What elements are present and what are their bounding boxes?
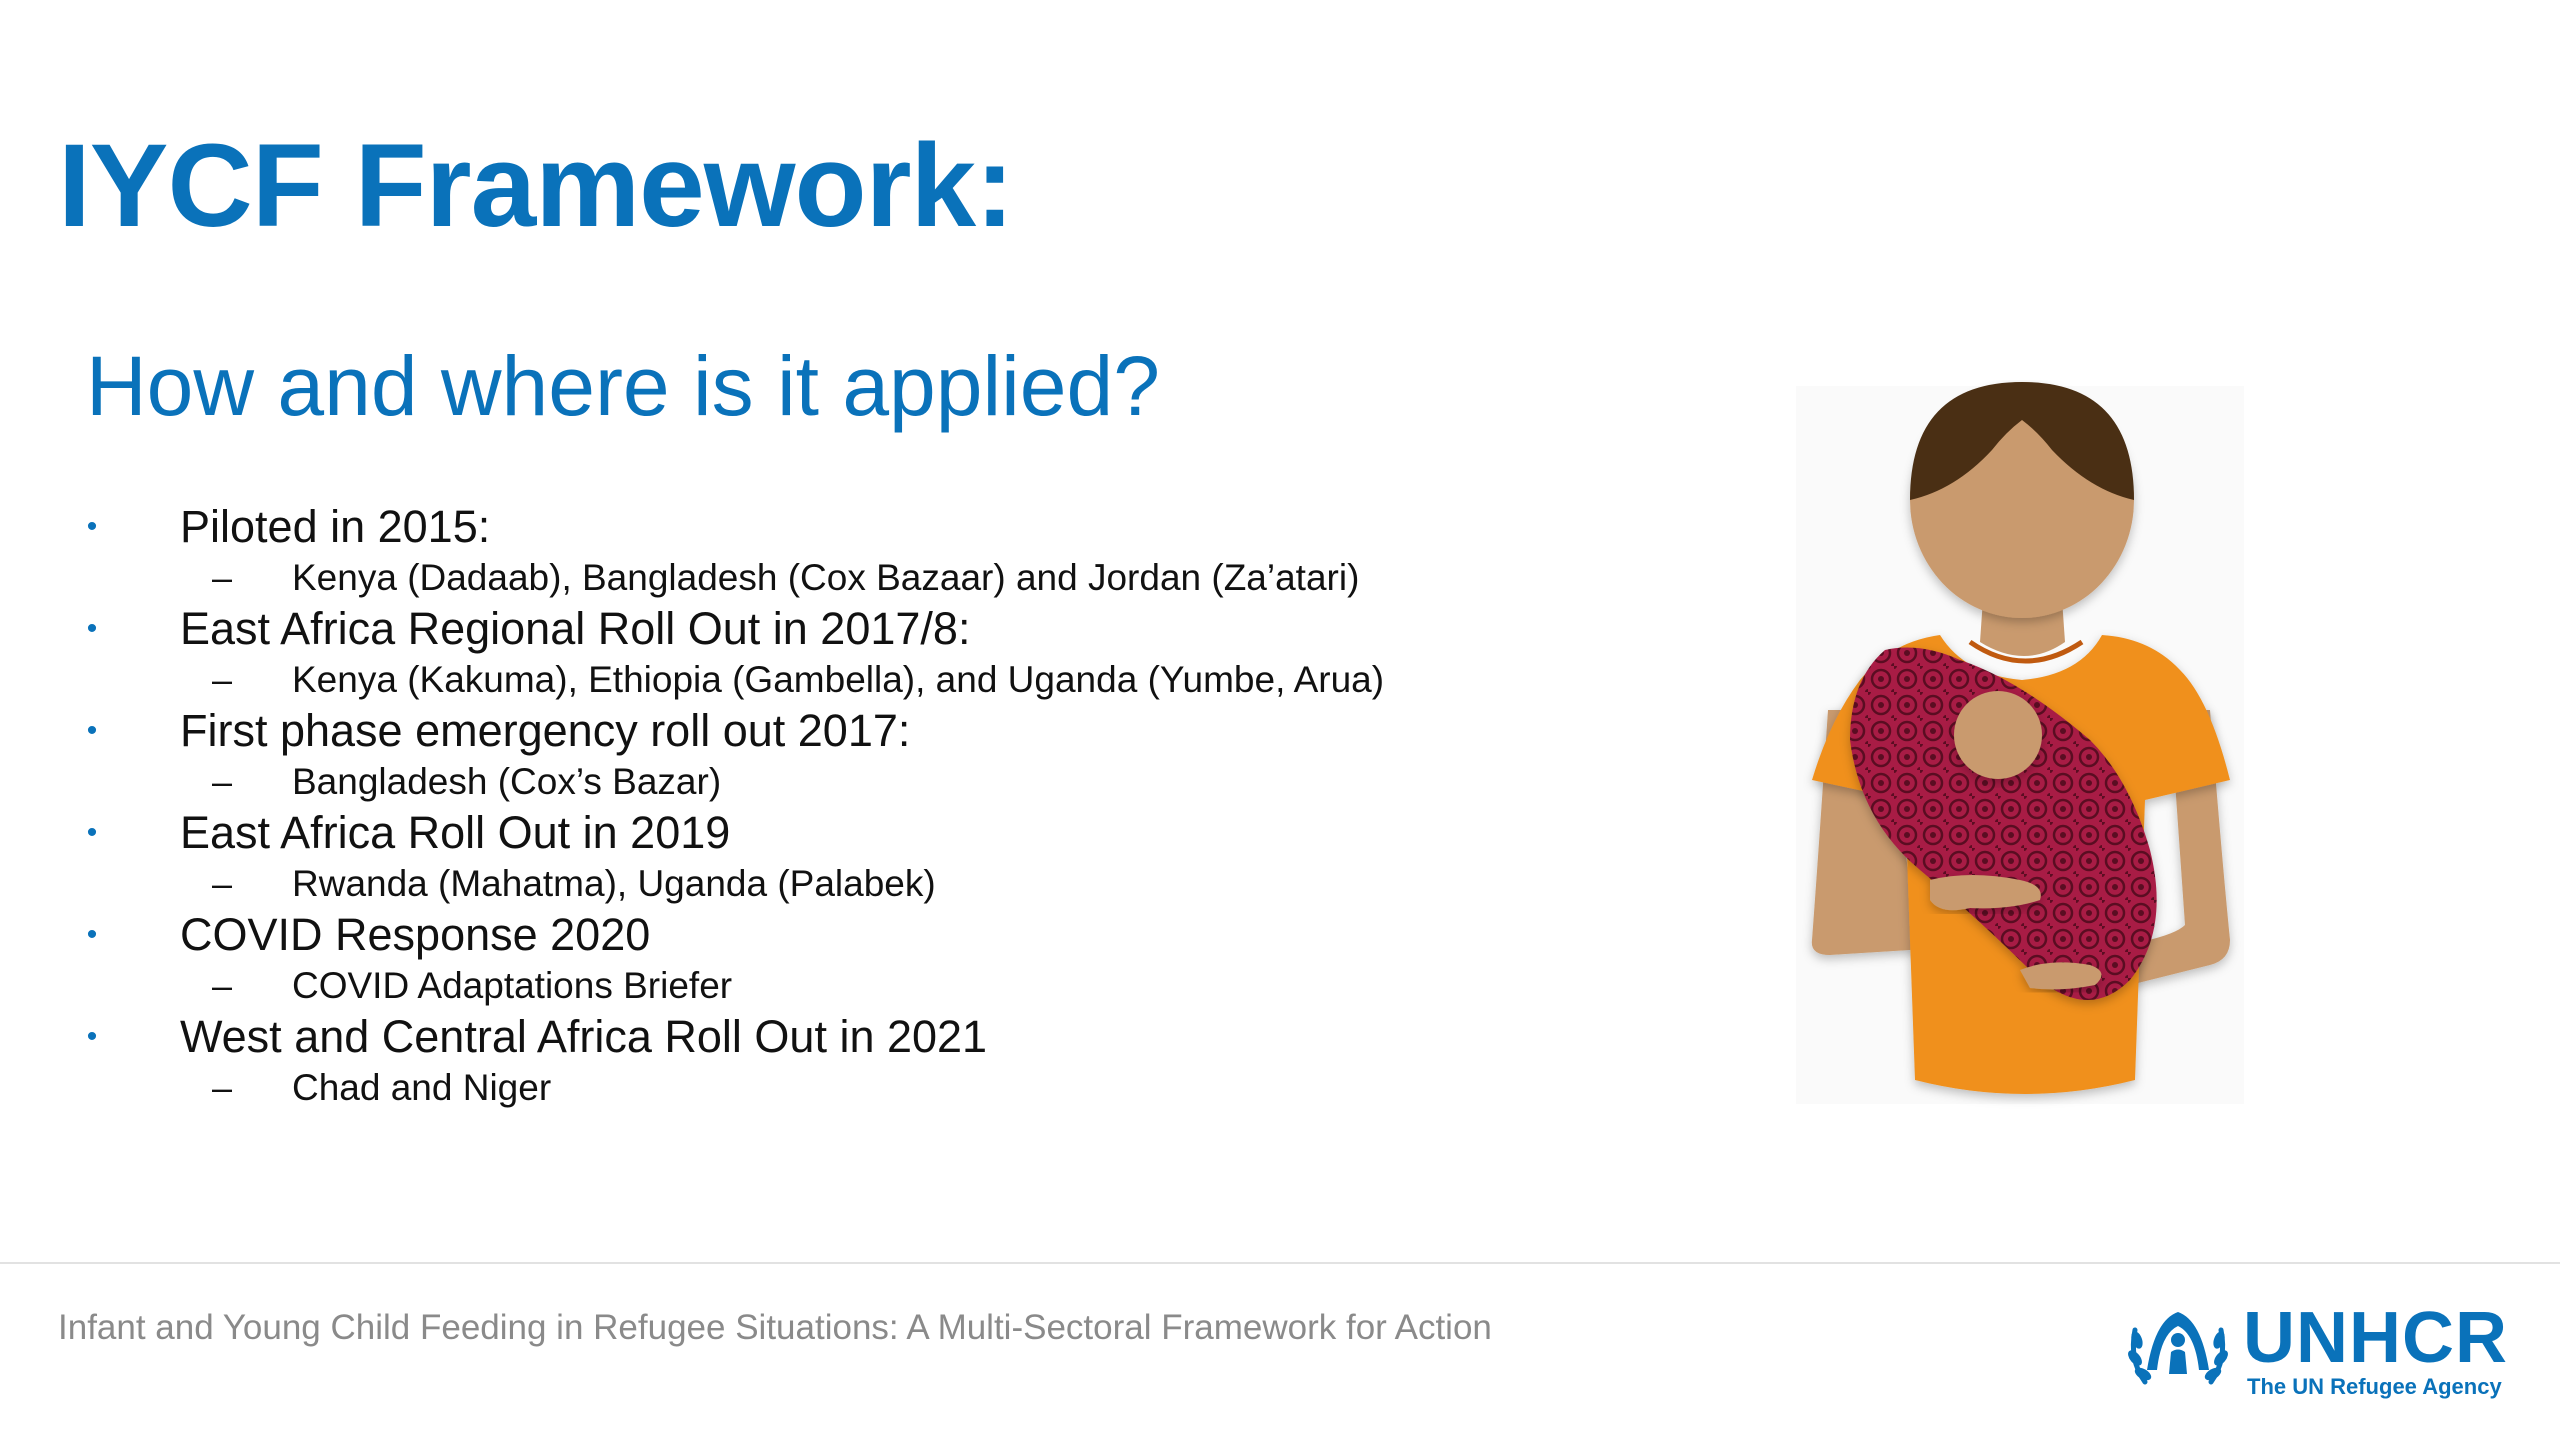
sub-bullet-text: Rwanda (Mahatma), Uganda (Palabek) bbox=[292, 863, 936, 904]
sub-bullet-dash-icon: – bbox=[212, 965, 233, 1006]
sub-bullet-text: Bangladesh (Cox’s Bazar) bbox=[292, 761, 722, 802]
bullet-dot-icon: • bbox=[86, 918, 98, 951]
sub-bullet-text: Kenya (Dadaab), Bangladesh (Cox Bazaar) and Jordan (Za’atari) bbox=[292, 557, 1360, 598]
bullet-dot-icon: • bbox=[86, 816, 98, 849]
footer-divider bbox=[0, 1262, 2560, 1264]
mother-with-baby-sling-illustration bbox=[1790, 380, 2250, 1110]
sub-bullet-dash-icon: – bbox=[212, 863, 233, 904]
bullet-dot-icon: • bbox=[86, 714, 98, 747]
bullet-text: East Africa Regional Roll Out in 2017/8: bbox=[180, 603, 971, 654]
sub-bullet-text: COVID Adaptations Briefer bbox=[292, 965, 733, 1006]
sub-bullet-text: Chad and Niger bbox=[292, 1067, 552, 1108]
bullet-dot-icon: • bbox=[86, 612, 98, 645]
bullet-text: Piloted in 2015: bbox=[180, 501, 491, 552]
footer-text: Infant and Young Child Feeding in Refugee Situations: A Multi-Sectoral Framework for Action bbox=[58, 1308, 1492, 1347]
bullet-dot-icon: • bbox=[86, 510, 98, 543]
bullet-text: First phase emergency roll out 2017: bbox=[180, 705, 911, 756]
bullet-text: East Africa Roll Out in 2019 bbox=[180, 807, 731, 858]
bullet-text: COVID Response 2020 bbox=[180, 909, 651, 960]
unhcr-wordmark: UNHCR bbox=[2243, 1298, 2508, 1378]
slide-title: IYCF Framework: bbox=[58, 120, 1014, 252]
sub-bullet-dash-icon: – bbox=[212, 557, 233, 598]
sub-bullet-dash-icon: – bbox=[212, 761, 233, 802]
unhcr-logo bbox=[2125, 1300, 2525, 1400]
sub-bullet-text: Kenya (Kakuma), Ethiopia (Gambella), and Uganda (Yumbe, Arua) bbox=[292, 659, 1385, 700]
bullet-text: West and Central Africa Roll Out in 2021 bbox=[180, 1011, 988, 1062]
bullet-dot-icon: • bbox=[86, 1020, 98, 1053]
unhcr-emblem-icon bbox=[2125, 1300, 2231, 1400]
sub-bullet-dash-icon: – bbox=[212, 1067, 233, 1108]
unhcr-tagline: The UN Refugee Agency bbox=[2247, 1374, 2502, 1399]
slide-subtitle: How and where is it applied? bbox=[86, 339, 1160, 433]
sub-bullet-dash-icon: – bbox=[212, 659, 233, 700]
